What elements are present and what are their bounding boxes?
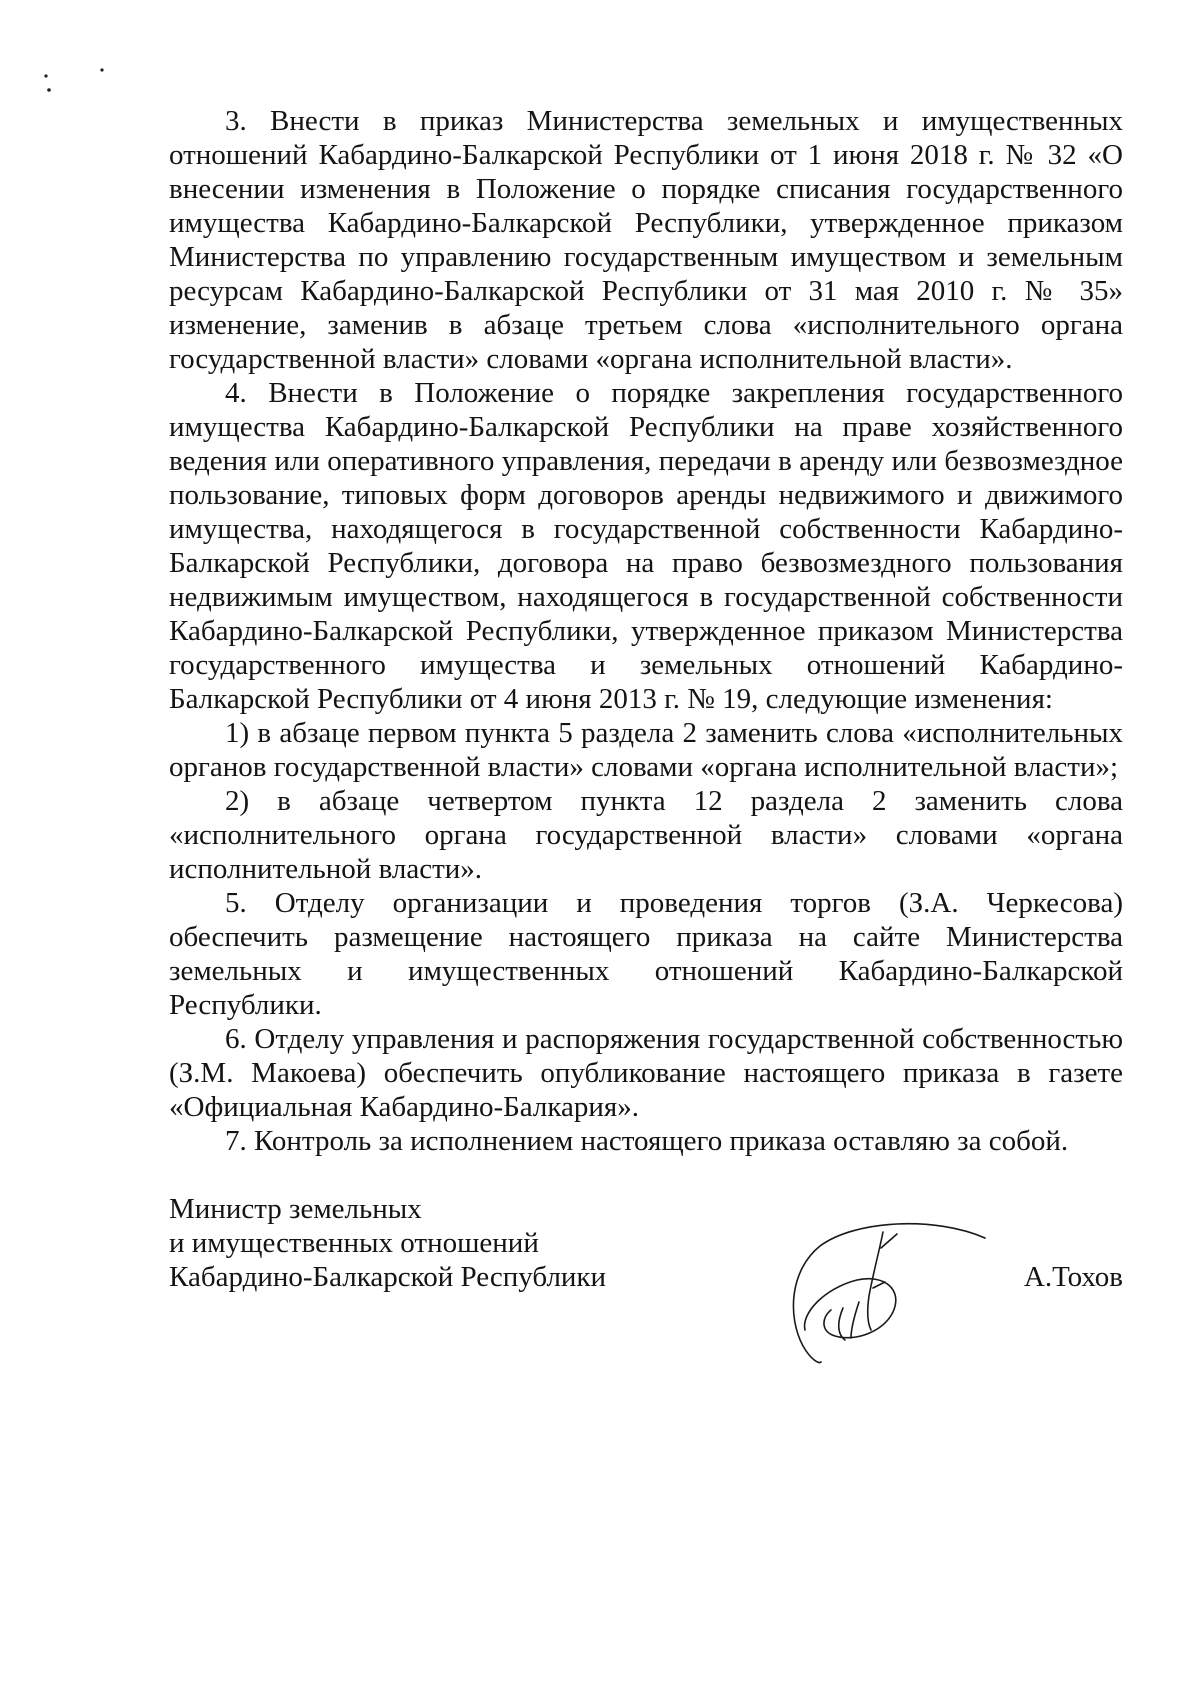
signer-position — [169, 1192, 606, 1294]
paragraph-item-4: 4. Внести в Положение о порядке закрепления государственного имущества Кабардино-Балкарской Республики на праве хозяйственного ведения или оперативного управления, передачи в аренду или безвозмездное пользование, типовых форм договоров аренды недвижимого и движимого имущества, находящегося в государственной собственности Кабардино-Балкарской Республики, договора на право безвозмездного пользования недвижимым имуществом, находящегося в государственной собственности Кабардино-Балкарской Республики, утвержденное приказом Министерства государственного имущества и земельных отношений Кабардино-Балкарской Республики от 4 июня 2013 г. № 19, следующие изменения: — [169, 377, 1123, 715]
signer-name: А.Тохов — [1023, 1261, 1123, 1293]
paragraph-item-5: 5. Отделу организации и проведения торгов (З.А. Черкесова) обеспечить размещение настоящего приказа на сайте Министерства земельных и имущественных отношений Кабардино-Балкарской Республики. — [169, 887, 1123, 1021]
paragraph-subitem-2: 2) в абзаце четвертом пункта 12 раздела 2 заменить слова «исполнительного органа государственной власти» словами «органа исполнительной власти». — [169, 785, 1123, 885]
signer-position-line-3: Кабардино-Балкарской Республики — [169, 1261, 607, 1293]
handwritten-signature — [785, 1218, 1005, 1368]
paragraph-item-7: 7. Контроль за исполнением настоящего приказа оставляю за собой. — [225, 1125, 1069, 1157]
paragraph-subitem-1: 1) в абзаце первом пункта 5 раздела 2 заменить слова «исполнительных органов государственной власти» словами «органа исполнительной власти»; — [169, 717, 1123, 783]
signature-block — [169, 1192, 1123, 1382]
signer-position-line-2: и имущественных отношений — [169, 1227, 539, 1259]
document-body — [169, 104, 1123, 1158]
scan-speck-marks — [40, 66, 110, 106]
signer-position-line-1: Министр земельных — [169, 1193, 422, 1225]
paragraph-item-6: 6. Отделу управления и распоряжения государственной собственностью (З.М. Макоева) обеспечить опубликование настоящего приказа в газете «Официальная Кабардино-Балкария». — [169, 1023, 1123, 1123]
paragraph-item-3: 3. Внести в приказ Министерства земельных и имущественных отношений Кабардино-Балкарской Республики от 1 июня 2018 г. № 32 «О внесении изменения в Положение о порядке списания государственного имущества Кабардино-Балкарской Республики, утвержденное приказом Министерства по управлению государственным имуществом и земельным ресурсам Кабардино-Балкарской Республики от 31 мая 2010 г. № 35» изменение, заменив в абзаце третьем слова «исполнительного органа государственной власти» словами «органа исполнительной власти». — [169, 105, 1123, 375]
